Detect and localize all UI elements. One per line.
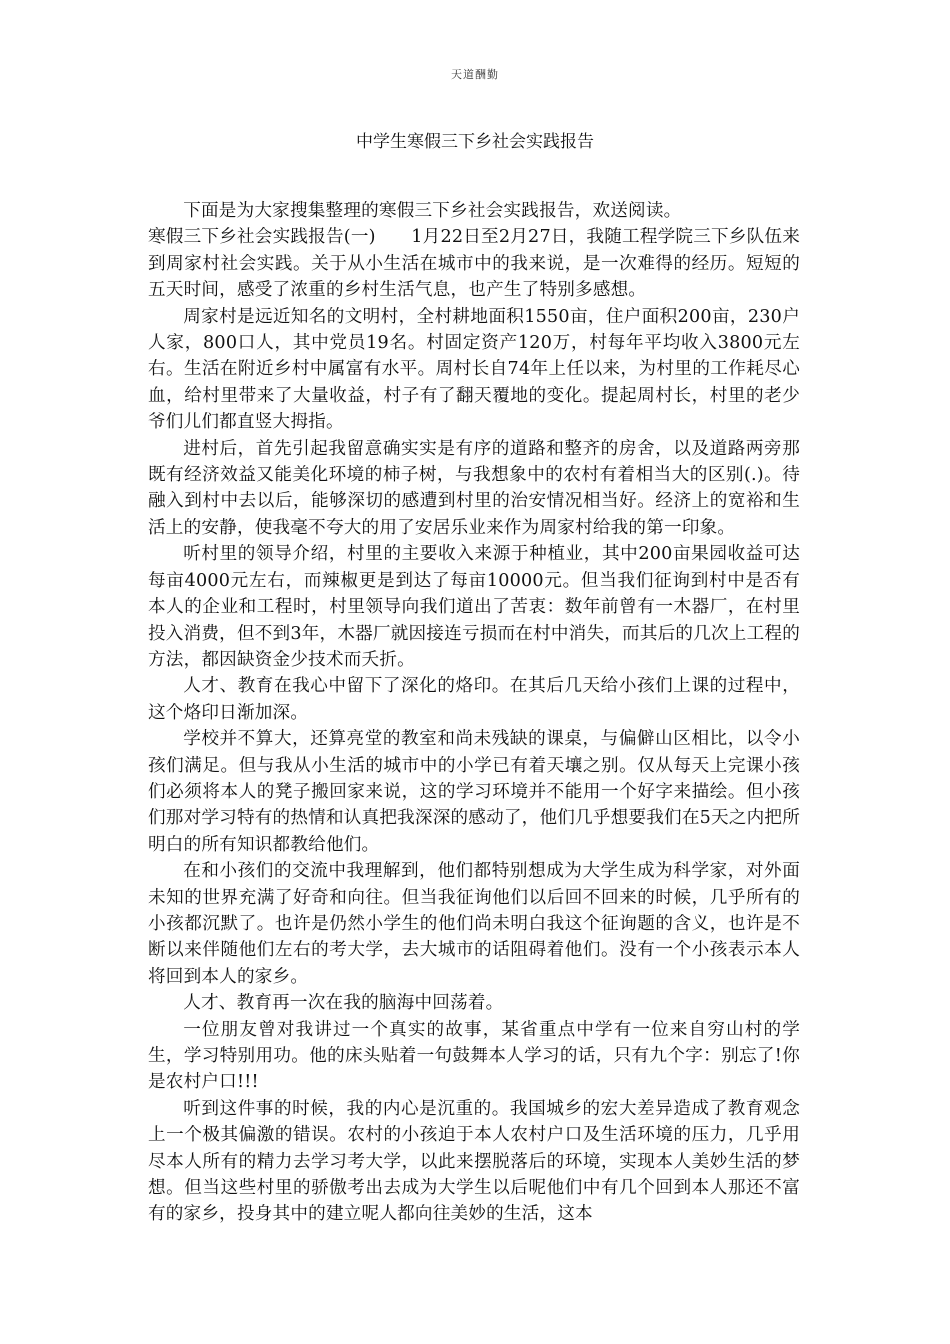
- paragraph: 进村后，首先引起我留意确实实是有序的道路和整齐的房舍，以及道路两旁那既有经济效益又能美化环境的柿子树，与我想象中的农村有着相当大的区别(.)。待融入到村中去以后，能够深切的感遭到村里的治安情况相当好。经济上的宽裕和生活上的安静，使我毫不夸大的用了安居乐业来作为周家村给我的第一印象。: [148, 438, 800, 538]
- paragraph: 人才、教育再一次在我的脑海中回荡着。: [183, 993, 504, 1014]
- paragraph: 周家村是远近知名的文明村，全村耕地面积1550亩，住户面积200亩，230户人家，800口人，其中党员19名。村固定资产120万，村每年平均收入3800元左右。生活在附近乡村中属富有水平。周村长自74年上任以来，为村里的工作耗尽心血，给村里带来了大量收益，村子有了翻天覆地的变化。提起周村长，村里的老少爷们儿们都直竖大拇指。: [148, 306, 800, 433]
- paragraph: 在和小孩们的交流中我理解到，他们都特别想成为大学生成为科学家，对外面未知的世界充满了好奇和向往。但当我征询他们以后回不回来的时候，几乎所有的小孩都沉默了。也许是仍然小学生的他们尚未明白我这个征询题的含义，也许是不断以来伴随他们左右的考大学，去大城市的话阻碍着他们。没有一个小孩表示本人将回到本人的家乡。: [148, 861, 800, 987]
- document-title: 中学生寒假三下乡社会实践报告: [356, 132, 594, 152]
- document-body: [148, 198, 800, 1228]
- paragraph: 人才、教育在我心中留下了深化的烙印。在其后几天给小孩们上课的过程中，这个烙印日渐加深。: [148, 676, 800, 723]
- paragraph: 学校并不算大，还算亮堂的教室和尚未残缺的课桌，与偏僻山区相比，以令小孩们满足。但与我从小生活的城市中的小学已有着天壤之别。仅从每天上完课小孩们必须将本人的凳子搬回家来说，这的学习环境并不能用一个好字来描绘。但小孩们那对学习特有的热情和认真把我深深的感动了，他们几乎想要我们在5天之内把所明白的所有知识都教给他们。: [148, 729, 800, 855]
- page-header: 天道酬勤: [451, 68, 499, 81]
- paragraph: 听村里的领导介绍，村里的主要收入来源于种植业，其中200亩果园收益可达每亩4000元左右，而辣椒更是到达了每亩10000元。但当我们征询到村中是否有本人的企业和工程时，村里领导向我们道出了苦衷：数年前曾有一木器厂，在村里投入消费，但不到3年，木器厂就因接连亏损而在村中消失，而其后的几次上工程的方法，都因缺资金少技术而夭折。: [148, 544, 800, 670]
- paragraph: 下面是为大家搜集整理的寒假三下乡社会实践报告，欢送阅读。: [183, 201, 682, 221]
- paragraph: 一位朋友曾对我讲过一个真实的故事，某省重点中学有一位来自穷山村的学生，学习特别用功。他的床头贴着一句鼓舞本人学习的话，只有九个字：别忘了!你是农村户口!!!: [148, 1019, 800, 1093]
- paragraph: 听到这件事的时候，我的内心是沉重的。我国城乡的宏大差异造成了教育观念上一个极其偏激的错误。农村的小孩迫于本人农村户口及生活环境的压力，几乎用尽本人所有的精力去学习考大学，以此来摆脱落后的环境，实现本人美妙生活的梦想。但当这些村里的骄傲考出去成为大学生以后呢他们中有几个回到本人那还不富有的家乡，投身其中的建立呢人都向往美妙的生活，这本: [148, 1098, 800, 1225]
- paragraph: 寒假三下乡社会实践报告(一) 1月22日至2月27日，我随工程学院三下乡队伍来到周家村社会实践。关于从小生活在城市中的我来说，是一次难得的经历。短短的五天时间，感受了浓重的乡村生活气息，也产生了特别多感想。: [148, 227, 800, 301]
